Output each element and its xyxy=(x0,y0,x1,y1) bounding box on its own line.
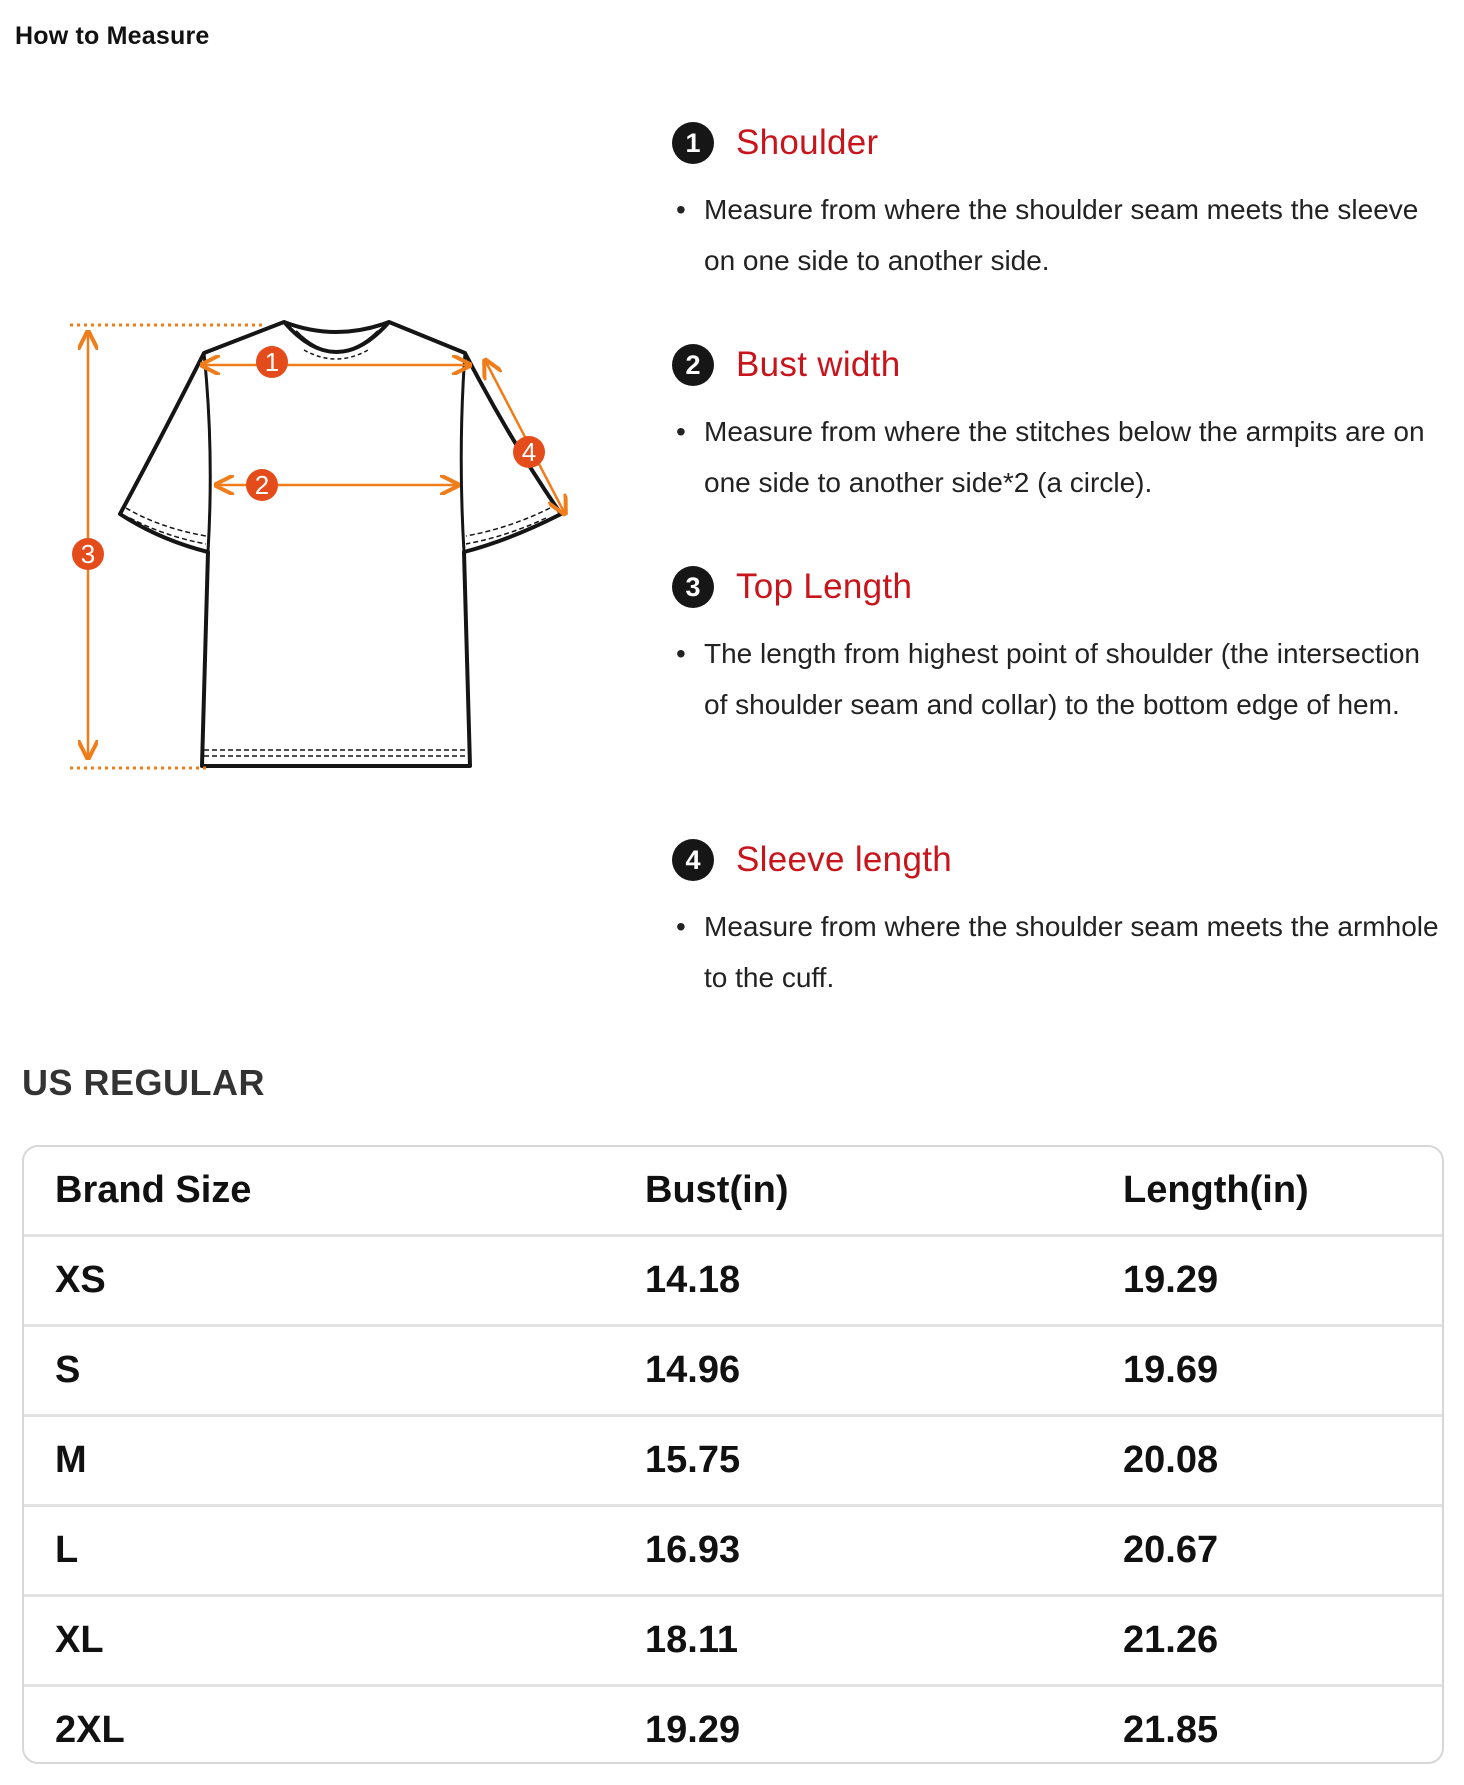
bust-cell: 16.93 xyxy=(645,1506,1123,1596)
marker-1 xyxy=(256,346,288,378)
column-header: Bust(in) xyxy=(645,1147,1123,1236)
size-cell: 2XL xyxy=(55,1709,125,1751)
table-row xyxy=(24,1596,1442,1686)
bust-cell: 14.18 xyxy=(645,1236,1123,1326)
marker-3 xyxy=(72,538,104,570)
size-chart-title: US REGULAR xyxy=(22,1062,266,1103)
step-top-length xyxy=(672,562,1442,730)
step-number: 1 xyxy=(672,122,714,164)
column-header: Length(in) xyxy=(1123,1147,1442,1236)
bullet-icon: • xyxy=(676,911,686,942)
size-cell: L xyxy=(24,1506,645,1596)
size-cell: XS xyxy=(24,1236,645,1326)
step-description: The length from highest point of shoulder (the intersection of shoulder seam and collar) to the bottom edge of hem. xyxy=(704,638,1420,720)
step-number: 4 xyxy=(672,839,714,881)
marker-4 xyxy=(513,436,545,468)
tshirt-outline xyxy=(120,322,561,766)
step-number: 3 xyxy=(672,566,714,608)
length-cell: 20.08 xyxy=(1123,1416,1442,1506)
table-row xyxy=(24,1236,1442,1326)
step-title: Top Length xyxy=(736,567,913,606)
bust-cell: 15.75 xyxy=(645,1416,1123,1506)
length-cell: 20.67 xyxy=(1123,1506,1442,1596)
svg-text:2: 2 xyxy=(254,470,270,500)
step-title: Shoulder xyxy=(736,123,879,162)
step-description: Measure from where the shoulder seam meets the sleeve on one side to another side. xyxy=(704,194,1419,276)
svg-text:3: 3 xyxy=(80,539,96,569)
table-row xyxy=(24,1416,1442,1506)
length-cell: 19.69 xyxy=(1123,1326,1442,1416)
length-cell: 21.26 xyxy=(1123,1596,1442,1686)
bullet-icon: • xyxy=(676,638,686,669)
svg-text:4: 4 xyxy=(521,437,537,467)
column-header: Brand Size xyxy=(24,1147,645,1236)
size-cell: M xyxy=(24,1416,645,1506)
bust-cell: 19.29 xyxy=(645,1709,741,1751)
svg-text:1: 1 xyxy=(264,347,280,377)
step-title: Sleeve length xyxy=(736,840,953,879)
table-row xyxy=(24,1686,1442,1765)
step-sleeve-length xyxy=(672,835,1442,1003)
bust-cell: 18.11 xyxy=(645,1596,1123,1686)
step-number: 2 xyxy=(672,344,714,386)
table-row xyxy=(24,1326,1442,1416)
size-chart-table xyxy=(22,1145,1444,1764)
length-cell: 21.85 xyxy=(1123,1709,1219,1751)
step-description: Measure from where the shoulder seam meets the armhole to the cuff. xyxy=(704,911,1439,993)
bullet-icon: • xyxy=(676,194,686,225)
step-description: Measure from where the stitches below the armpits are on one side to another side*2 (a circle). xyxy=(704,416,1425,498)
bust-cell: 14.96 xyxy=(645,1326,1123,1416)
bullet-icon: • xyxy=(676,416,686,447)
step-bust-width xyxy=(672,340,1442,508)
marker-2 xyxy=(246,469,278,501)
size-cell: XL xyxy=(24,1596,645,1686)
step-title: Bust width xyxy=(736,345,901,384)
tshirt-measurement-diagram xyxy=(0,290,620,800)
table-row xyxy=(24,1506,1442,1596)
size-cell: S xyxy=(24,1326,645,1416)
page-title: How to Measure xyxy=(15,22,210,50)
length-cell: 19.29 xyxy=(1123,1236,1442,1326)
table-header-row xyxy=(24,1147,1442,1236)
step-shoulder xyxy=(672,118,1442,286)
